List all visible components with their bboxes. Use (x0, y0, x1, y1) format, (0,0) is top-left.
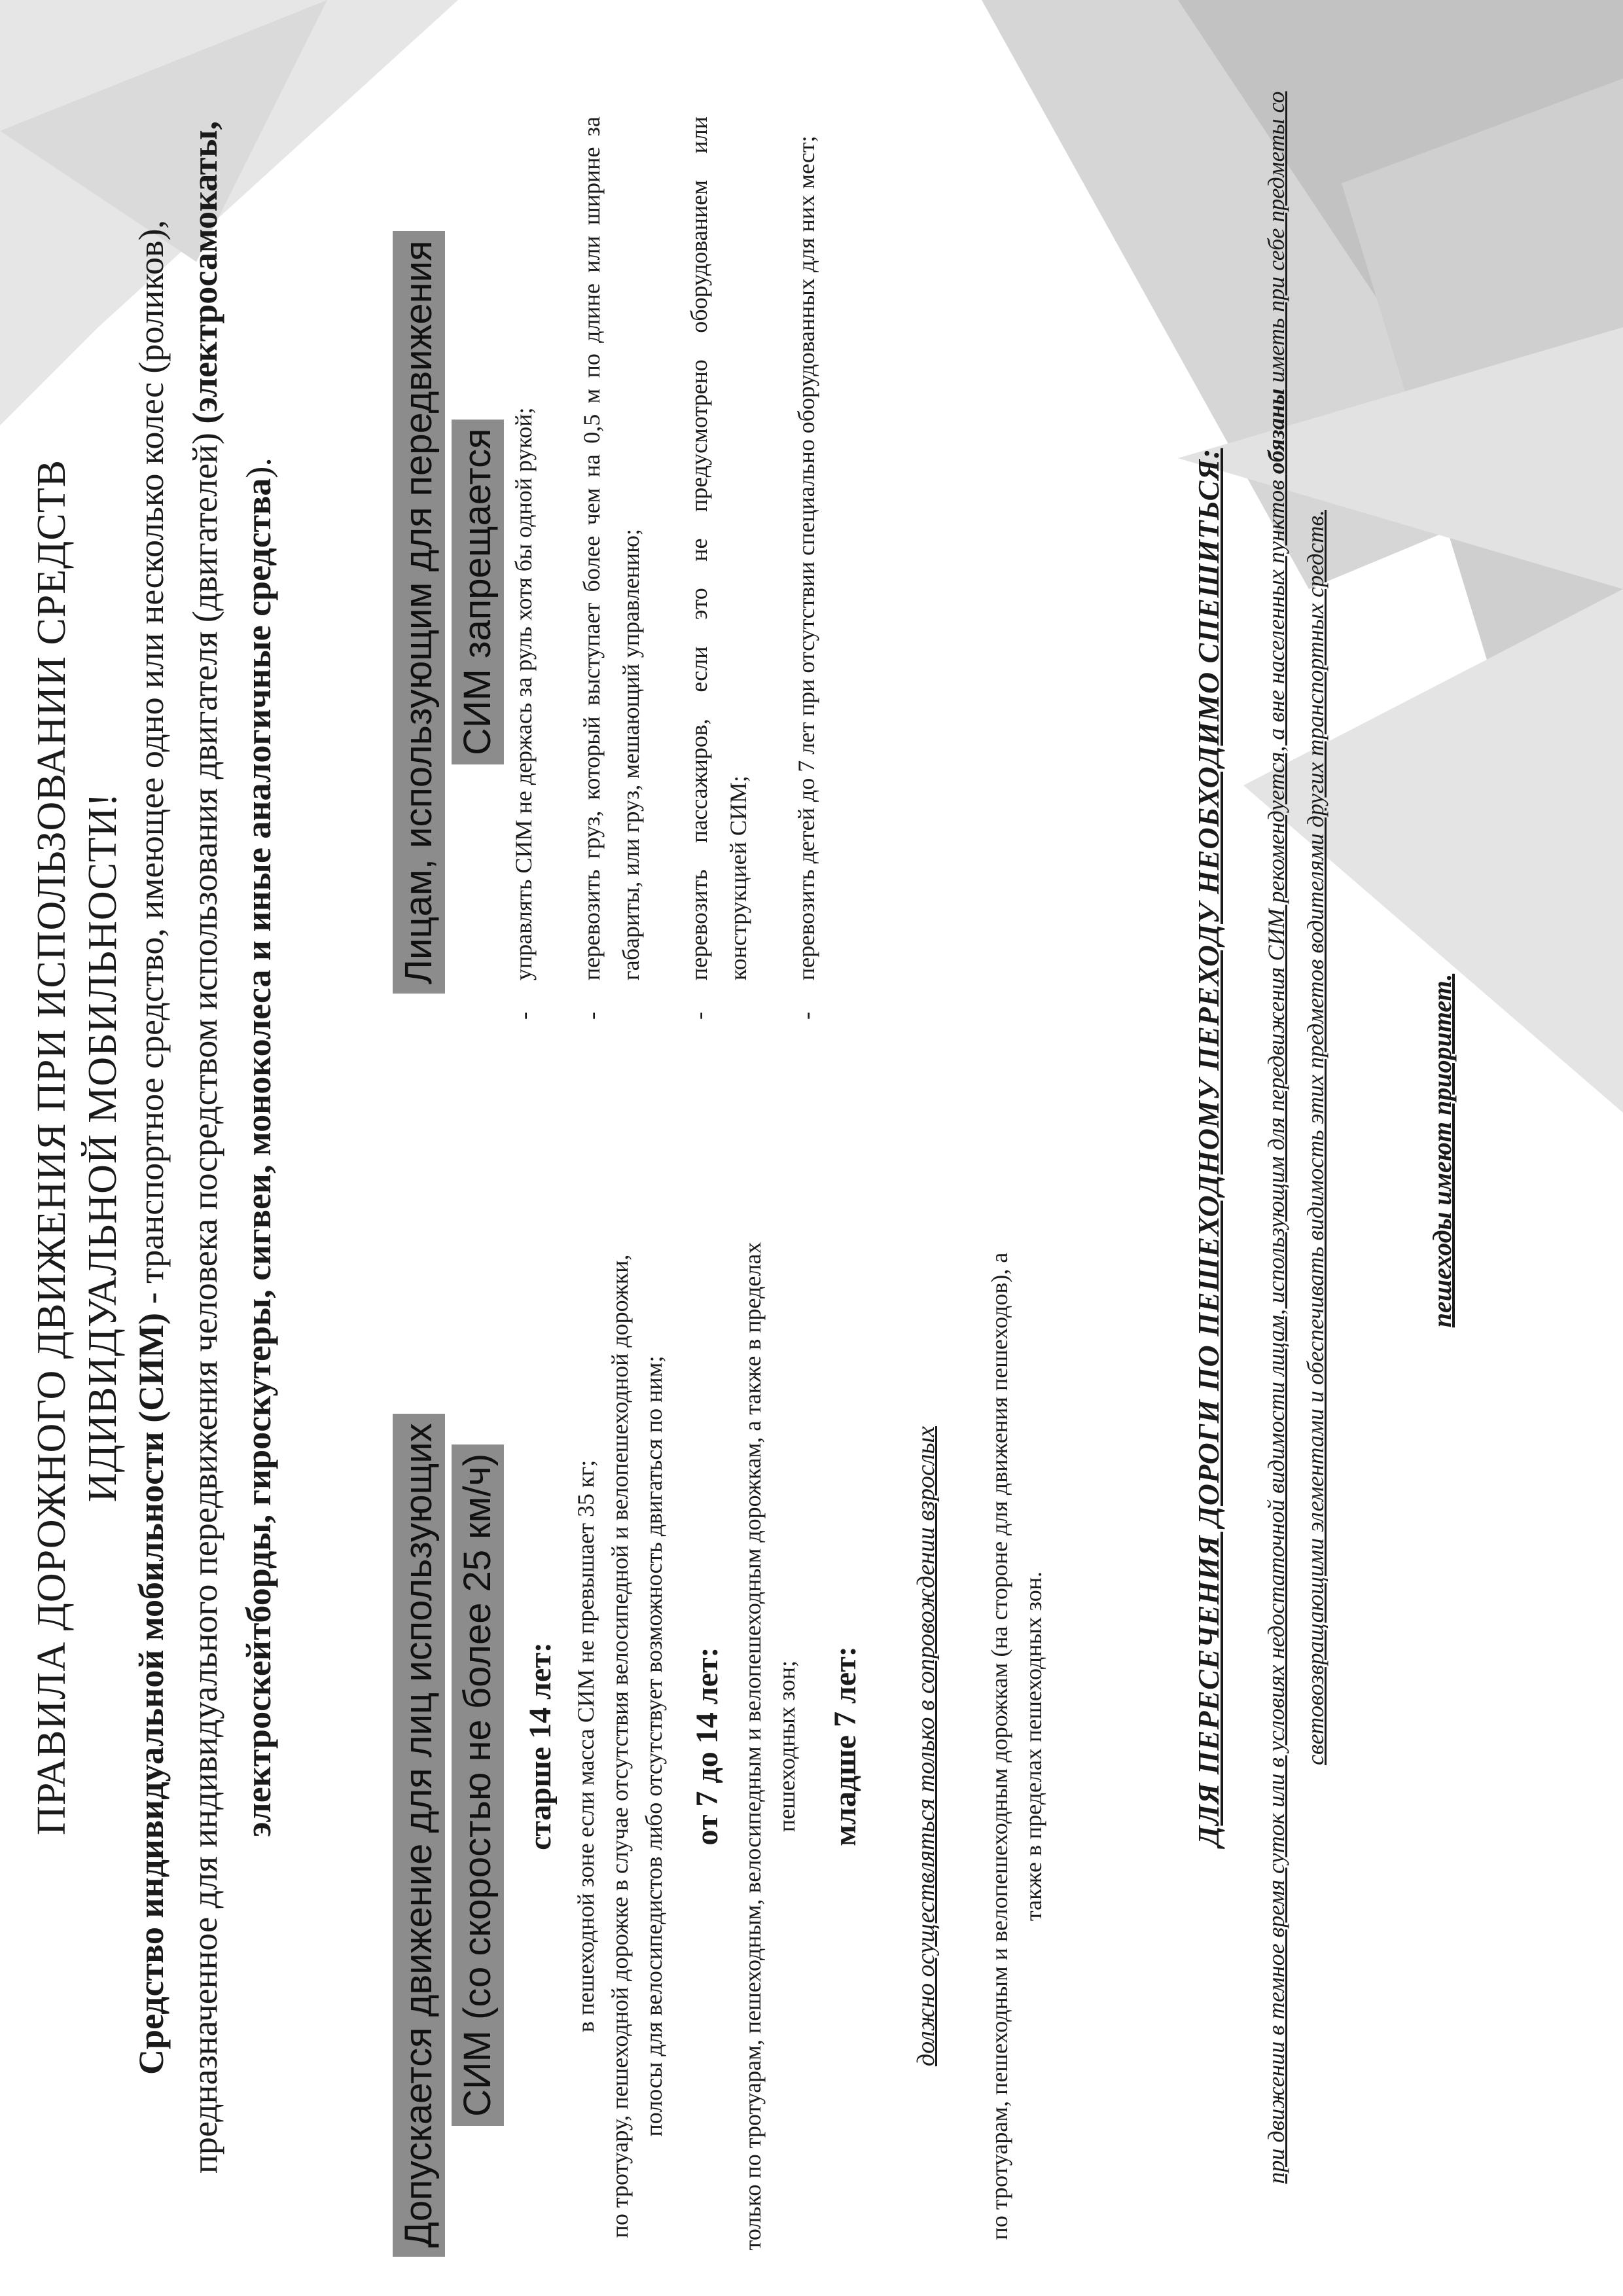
pedestrian-priority: пешеходы имеют приоритет. (1427, 973, 1457, 1328)
definition-examples: (электросамокаты, электроскейтборды, гироскутеры, сигвеи, моноколеса и иные аналогичные средства (185, 120, 278, 1837)
list-item: - перевозить детей до 7 лет при отсутствии специально оборудованных для них мест; (793, 135, 819, 1020)
forbidden-heading-line-2: СИМ запрещается (452, 420, 504, 764)
allowed-text: по тротуарам, пешеходным и велопешеходным дорожкам (на стороне для движения пешеходов), а также в пределах пешеходных зон. (986, 1252, 1046, 2240)
definition-end: ). (239, 457, 278, 478)
crossing-rule: ДЛЯ ПЕРЕСЕЧЕНИЯ ДОРОГИ ПО ПЕШЕХОДНОМУ ПЕРЕХОДУ НЕОБХОДИМО СПЕШИТЬСЯ: (1192, 448, 1225, 1847)
age-over-14: старше 14 лет: (523, 1642, 558, 1850)
page-title (26, 117, 128, 2178)
emphasis-obliged: обязаны (1263, 388, 1289, 475)
definition-term: Средство индивидуальной мобильности (СИМ) (132, 1312, 171, 2075)
allowed-text: в пешеходной зоне если масса СИМ не превышает 35 кг; (573, 1460, 599, 2033)
allowed-text: только по тротуарам, пешеходным, велосипедным и велопешеходным дорожкам, а также в пределах пешеходных зон; (740, 1242, 800, 2251)
title-line-1: ПРАВИЛА ДОРОЖНОГО ДВИЖЕНИЯ ПРИ ИСПОЛЬЗОВАНИИ СРЕДСТВ (29, 459, 74, 1835)
definition-text: - транспортное средство, имеющее одно или несколько колес (роликов), предназначенное для индивидуального передвижения человека посредством использования двигателя (двигателей) (132, 219, 224, 2174)
allowed-heading-line-2: СИМ (со скоростью не более 25 км/ч) (452, 1444, 504, 2126)
night-visibility-note: при движении в темное время суток или в условиях недостаточной видимости лицам, использующим для передвижения СИМ рекомендуется, а вне населенных пунктов обязаны иметь при себе предметы со световозвращающими элементами и обеспечивать видимость этих предметов водителями других транспортных средств. (1263, 91, 1329, 2184)
allowed-heading-line-1: Допускается движение для лиц использующих (393, 1414, 445, 2257)
age-7-to-14: от 7 до 14 лет: (690, 1647, 724, 1846)
allowed-text: по тротуару, пешеходной дорожке в случае отсутствия велосипедной и велопешеходной дорожки, полосы для велосипедистов либо отсутствует возможность двигаться по ним; (607, 1254, 667, 2238)
allowed-section (504, 1223, 1050, 2270)
list-item: - перевозить пассажиров, если это не предусмотрено оборудованием или конструкцией СИМ; (686, 117, 751, 1020)
title-line-2: ИДИВИДУАЛЬНОЙ МОБИЛЬНОСТИ! (80, 792, 125, 1503)
forbidden-section (504, 117, 855, 1020)
accompaniment-note: должно осуществляться только в сопровождении взрослых (912, 1426, 940, 2067)
age-under-7: младше 7 лет: (828, 1646, 863, 1846)
forbidden-list (504, 117, 826, 1020)
list-item: - перевозить груз, который выступает более чем на 0,5 м по длине или ширине за габариты, или груз, мешающий управлению; (579, 117, 644, 1020)
forbidden-heading-line-1: Лицам, использующим для передвижения (393, 232, 445, 994)
list-item: - управлять СИМ не держась за руль хотя бы одной рукой; (510, 407, 537, 1020)
definition-paragraph (124, 117, 285, 2178)
